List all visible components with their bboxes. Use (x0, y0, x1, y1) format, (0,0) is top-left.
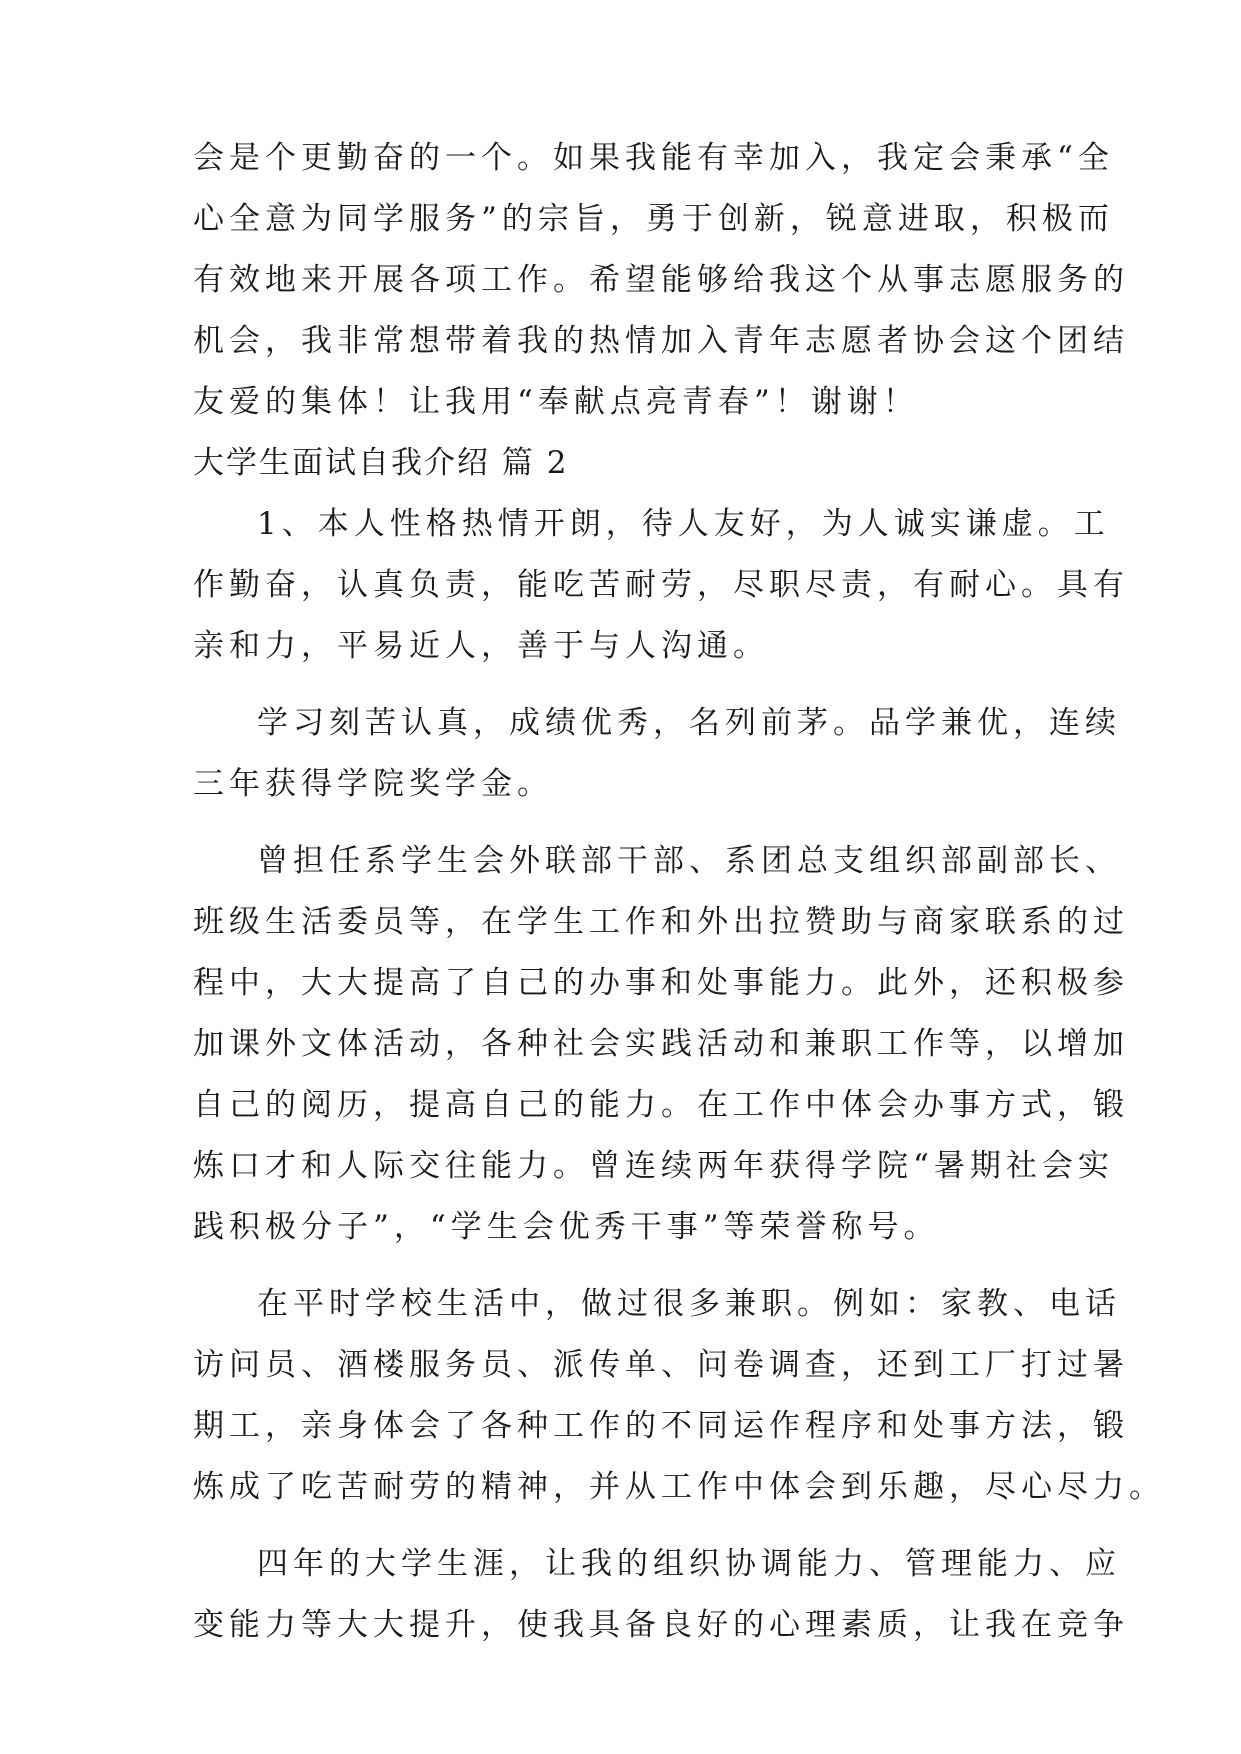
paragraph-gap (193, 1518, 1053, 1534)
text-line: 四年的大学生涯，让我的组织协调能力、管理能力、应 (257, 1546, 1121, 1582)
document-body (193, 128, 1165, 1656)
text-line: 期工，亲身体会了各种工作的不同运作程序和处事方法，锻 (193, 1408, 1129, 1444)
text-line: 友爱的集体！让我用“奉献点亮青春”！谢谢！ (193, 384, 919, 420)
text-line: 炼口才和人际交往能力。曾连续两年获得学院“暑期社会实 (193, 1148, 1114, 1184)
paragraph-4 (193, 831, 1129, 1258)
section-heading (193, 433, 1053, 494)
section-heading-text: 大学生面试自我介绍 篇 2 (193, 445, 569, 481)
paragraph-gap (193, 815, 1053, 831)
text-line: 曾担任系学生会外联部干部、系团总支组织部副部长、 (257, 843, 1121, 879)
paragraph-3 (193, 693, 1121, 815)
paragraph-2 (193, 494, 1129, 677)
paragraph-gap (193, 1258, 1053, 1274)
paragraph-5 (193, 1274, 1165, 1518)
text-line: 践积极分子”，“学生会优秀干事”等荣誉称号。 (193, 1209, 940, 1245)
text-line: 程中，大大提高了自己的办事和处事能力。此外，还积极参 (193, 965, 1129, 1001)
paragraph-gap (193, 677, 1053, 693)
text-line: 班级生活委员等，在学生工作和外出拉赞助与商家联系的过 (193, 904, 1129, 940)
text-line: 心全意为同学服务”的宗旨，勇于创新，锐意进取，积极而 (193, 201, 1114, 237)
text-line: 访问员、酒楼服务员、派传单、问卷调查，还到工厂打过暑 (193, 1347, 1129, 1383)
text-line: 学习刻苦认真，成绩优秀，名列前茅。品学兼优，连续 (257, 705, 1121, 741)
text-line: 在平时学校生活中，做过很多兼职。例如：家教、电话 (257, 1286, 1121, 1322)
text-line: 1、本人性格热情开朗，待人友好，为人诚实谦虚。工 (257, 506, 1110, 542)
text-line: 炼成了吃苦耐劳的精神，并从工作中体会到乐趣，尽心尽力。 (193, 1469, 1165, 1505)
text-line: 自己的阅历，提高自己的能力。在工作中体会办事方式，锻 (193, 1087, 1129, 1123)
text-line: 加课外文体活动，各种社会实践活动和兼职工作等，以增加 (193, 1026, 1129, 1062)
text-line: 三年获得学院奖学金。 (193, 766, 553, 802)
text-line: 变能力等大大提升，使我具备良好的心理素质，让我在竞争 (193, 1607, 1129, 1643)
text-line: 会是个更勤奋的一个。如果我能有幸加入，我定会秉承“全 (193, 140, 1114, 176)
text-line: 机会，我非常想带着我的热情加入青年志愿者协会这个团结 (193, 323, 1129, 359)
text-line: 亲和力，平易近人，善于与人沟通。 (193, 628, 769, 664)
paragraph-1 (193, 128, 1129, 433)
text-line: 作勤奋，认真负责，能吃苦耐劳，尽职尽责，有耐心。具有 (193, 567, 1129, 603)
paragraph-6 (193, 1534, 1129, 1656)
text-line: 有效地来开展各项工作。希望能够给我这个从事志愿服务的 (193, 262, 1129, 298)
